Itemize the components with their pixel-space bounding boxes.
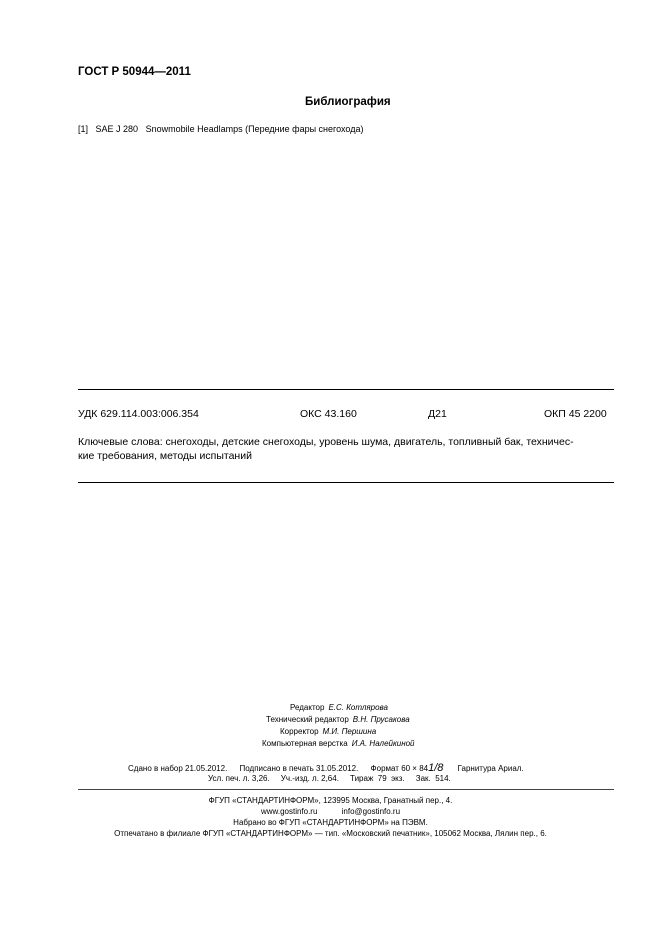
credit-person: В.Н. Прусакова (352, 715, 410, 724)
standard-header: ГОСТ Р 50944—2011 (78, 66, 191, 78)
credit-person: Е.С. Котлярова (328, 703, 389, 712)
group-code: Д21 (428, 408, 447, 420)
publisher-contacts (0, 807, 661, 816)
keywords-line-2: кие требования, методы испытаний (78, 450, 252, 462)
publisher-email: info@gostinfo.ru (341, 807, 401, 816)
bibliography-item-text: Snowmobile Headlamps (Передние фары снегохода) (145, 124, 364, 134)
publisher-site: www.gostinfo.ru (260, 807, 318, 816)
typeset-note: Набрано во ФГУП «СТАНДАРТИНФОРМ» на ПЭВМ. (233, 818, 428, 827)
publisher-address: ФГУП «СТАНДАРТИНФОРМ», 123995 Москва, Гранатный пер., 4. (208, 796, 453, 805)
credit-person: М.И. Першина (322, 727, 377, 736)
credit-tech-editor (266, 715, 410, 724)
credit-role: Редактор (290, 703, 325, 712)
print-info-line-2: Усл. печ. л. 3,26. Уч.-изд. л. 2,64. Тираж 79 экз. Зак. 514. (208, 774, 451, 783)
keywords (78, 435, 615, 463)
credit-layout (262, 739, 415, 748)
typeface: Гарнитура Ариал. (457, 764, 524, 773)
credit-editor (290, 703, 388, 712)
oks-code: ОКС 43.160 (300, 408, 357, 420)
divider-bottom (78, 482, 614, 483)
credit-proofreader (280, 727, 376, 736)
credit-person: И.А. Налейкиной (351, 739, 415, 748)
bibliography-item (78, 124, 368, 134)
bibliography-item-number: [1] (78, 124, 89, 134)
printed-note: Отпечатано в филиале ФГУП «СТАНДАРТИНФОРМ» — тип. «Московский печатник», 105062 Москва, Лялин пер., 6. (114, 829, 547, 838)
submitted-date: Сдано в набор 21.05.2012. (128, 764, 228, 773)
credit-role: Корректор (280, 727, 319, 736)
okp-code: ОКП 45 2200 (544, 408, 607, 420)
credit-role: Технический редактор (266, 715, 349, 724)
bibliography-item-code: SAE J 280 (95, 124, 139, 134)
keywords-line-1: Ключевые слова: снегоходы, детские снегоходы, уровень шума, двигатель, топливный бак, техничес- (78, 436, 574, 448)
bibliography-title: Библиография (305, 96, 391, 108)
signed-date: Подписано в печать 31.05.2012. (239, 764, 359, 773)
format: Формат 60 × 84 (370, 764, 429, 773)
credit-role: Компьютерная верстка (262, 739, 348, 748)
print-info-line-1 (128, 762, 524, 774)
format-fraction: 1/8 (428, 762, 444, 774)
udk-code: УДК 629.114.003:006.354 (78, 408, 199, 420)
divider-top (78, 389, 614, 390)
publisher-block (0, 796, 661, 838)
divider-imprint (78, 789, 614, 790)
